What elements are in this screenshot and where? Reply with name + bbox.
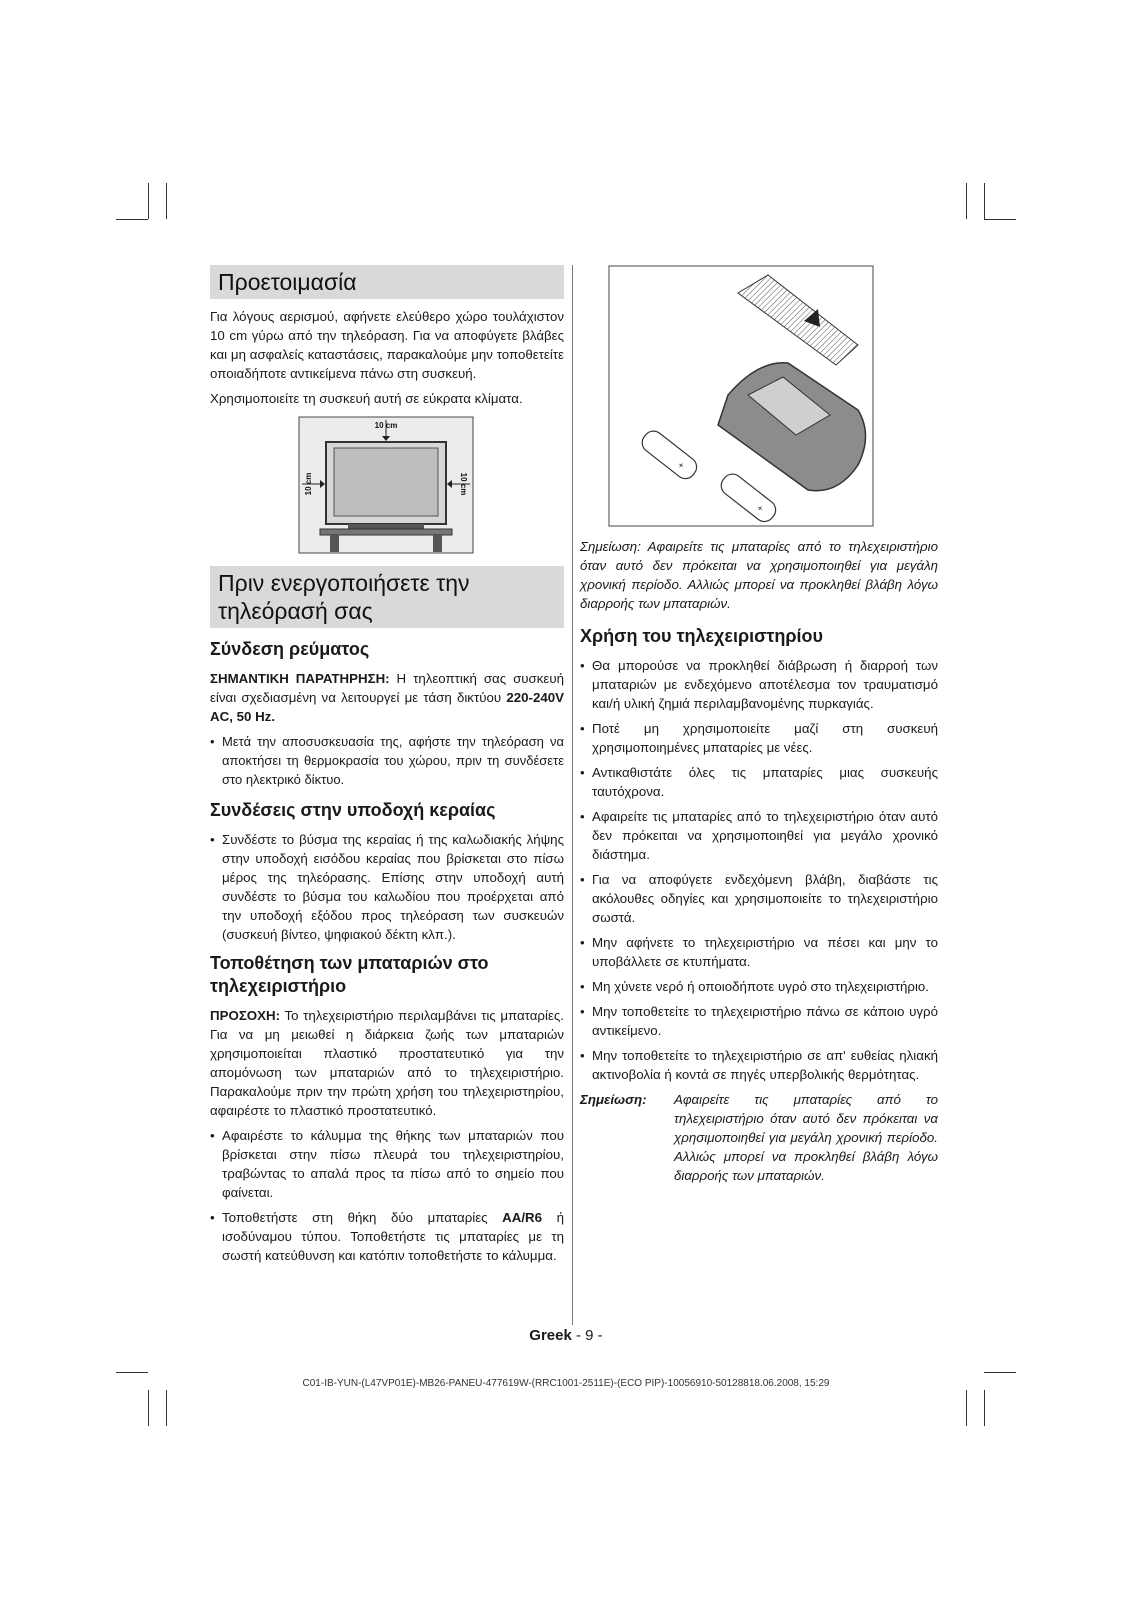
battery-insert-text-pre: Τοποθετήστε στη θήκη δύο μπαταρίες xyxy=(222,1210,503,1225)
crop-mark xyxy=(166,183,167,219)
battery-installation-heading: Τοποθέτηση των μπαταριών στο τηλεχειριστήριο xyxy=(210,953,489,996)
remote-battery-illustration xyxy=(608,265,874,527)
remote-bullet: • Μη χύνετε νερό ή οποιοδήποτε υγρό στο τηλεχειριστήριο. xyxy=(580,977,938,996)
clearance-label-top: 10 cm xyxy=(374,421,398,430)
power-bullet: • Μετά την αποσυσκευασία της, αφήστε την τηλεόραση να αποκτήσει τη θερμοκρασία του χώρου, πριν τη συνδέσετε στο ηλεκτρικό δίκτυο. xyxy=(210,732,564,789)
crop-mark xyxy=(116,219,148,220)
climate-paragraph: Χρησιμοποιείτε τη συσκευή αυτή σε εύκρατα κλίματα. xyxy=(210,391,523,406)
caution-label: ΠΡΟΣΟΧΗ: xyxy=(210,1008,281,1023)
note-label: Σημείωση: xyxy=(580,1092,647,1107)
antenna-connection-heading: Συνδέσεις στην υποδοχή κεραίας xyxy=(210,800,496,820)
important-text: Η τηλεοπτική σας συσκευή είναι σχεδιασμένη να λειτουργεί με τάση δικτύου xyxy=(210,671,564,705)
crop-mark xyxy=(984,1390,985,1426)
remote-bullet: • Μην τοποθετείτε το τηλεχειριστήριο πάνω σε κάποιο υγρό αντικείμενο. xyxy=(580,1002,938,1040)
battery-bullet-cover: • Αφαιρέστε το κάλυμμα της θήκης των μπαταριών που βρίσκεται στην πίσω πλευρά του τηλεχειριστηρίου, τραβώντας το απαλά προς τα πίσω από το σημείο που φαίνεται. xyxy=(210,1126,564,1202)
svg-text:+: + xyxy=(754,502,766,514)
tv-clearance-illustration xyxy=(298,416,474,554)
antenna-bullet: • Συνδέστε το βύσμα της κεραίας ή της καλωδιακής λήψης στην υποδοχή εισόδου κεραίας που βρίσκεται στο πίσω μέρος της τηλεόρασης. Επίσης στην υποδοχή αυτή συνδέστε το βύσμα του καλωδίου που προέρχεται από την υποδοχή εξόδου προς τηλεόραση των συσκευών (συσκευή βίντεο, ψηφιακού δέκτη κλπ.). xyxy=(210,830,564,944)
remote-bullet: • Μην τοποθετείτε το τηλεχειριστήριο σε απ' ευθείας ηλιακή ακτινοβολία ή κοντά σε πηγές υπερβολικής θερμότητας. xyxy=(580,1046,938,1084)
language-label: Greek xyxy=(529,1327,572,1344)
final-note xyxy=(580,1090,938,1185)
crop-mark xyxy=(148,1390,149,1426)
power-connection-heading: Σύνδεση ρεύματος xyxy=(210,639,370,659)
left-column xyxy=(210,265,564,1271)
column-separator xyxy=(572,265,573,1325)
remote-bullet: • Ποτέ μη χρησιμοποιείτε μαζί στη συσκευή χρησιμοποιημένες μπαταρίες με νέες. xyxy=(580,719,938,757)
remote-bullet: • Μην αφήνετε το τηλεχειριστήριο να πέσει και μην το υποβάλλετε σε κτυπήματα. xyxy=(580,933,938,971)
page-number-text: - 9 - xyxy=(571,1327,603,1344)
crop-mark xyxy=(966,1390,967,1426)
remote-bullet: • Αντικαθιστάτε όλες τις μπαταρίες μιας συσκευής ταυτόχρονα. xyxy=(580,763,938,801)
battery-bullet-insert xyxy=(210,1208,564,1265)
crop-mark xyxy=(166,1390,167,1426)
tv-clearance-figure xyxy=(298,416,474,554)
remove-batteries-note: Σημείωση: Αφαιρείτε τις μπαταρίες από το τηλεχειριστήριο όταν αυτό δεν πρόκειται να χρησιμοποιηθεί για μεγάλη χρονική περίοδο. Αλλιώς μπορεί να προκληθεί βλάβη λόγω διαρροής των μπαταριών. xyxy=(580,539,938,611)
svg-text:+: + xyxy=(675,459,687,471)
remote-bullet: • Αφαιρείτε τις μπαταρίες από το τηλεχειριστήριο όταν αυτό δεν πρόκειται να χρησιμοποιηθεί για μεγάλο χρονικό διάστημα. xyxy=(580,807,938,864)
remote-bullet: • Για να αποφύγετε ενδεχόμενη βλάβη, διαβάστε τις ακόλουθες οδηγίες και χρησιμοποιείτε το τηλεχειριστήριο σωστά. xyxy=(580,870,938,927)
page-number xyxy=(0,1327,1132,1344)
clearance-label-left: 10 cm xyxy=(304,472,313,496)
note-text: Αφαιρείτε τις μπαταρίες από το τηλεχειριστήριο όταν αυτό δεν πρόκειται να χρησιμοποιηθεί για μεγάλη χρονική περίοδο. Αλλιώς μπορεί να προκληθεί βλάβη λόγω διαρροής των μπαταριών. xyxy=(674,1092,938,1183)
battery-insert-text-post: ή ισοδύναμου τύπου. Τοποθετήστε τις μπαταρίες με τη σωστή κατεύθυνση και κατόπιν τοποθετήστε το κάλυμμα. xyxy=(222,1210,564,1263)
power-important-paragraph xyxy=(210,669,564,726)
right-column xyxy=(580,265,938,1185)
caution-text: Το τηλεχειριστήριο περιλαμβάνει τις μπαταρίες. Για να μη μειωθεί η διάρκεια ζωής των μπαταριών χρησιμοποιείται πλαστικό προστατευτικό για την απομόνωση των μπαταριών από το τηλεχειριστήριο. Παρακαλούμε πριν την πρώτη χρήση του τηλεχειριστηρίου, αφαιρέστε το πλαστικό προστατευτικό. xyxy=(210,1008,564,1118)
caution-paragraph xyxy=(210,1006,564,1120)
remote-battery-figure xyxy=(608,265,874,527)
preparation-heading: Προετοιμασία xyxy=(210,265,564,299)
crop-mark xyxy=(116,1372,148,1373)
crop-mark xyxy=(984,1372,1016,1373)
crop-mark xyxy=(984,183,985,219)
important-label: ΣΗΜΑΝΤΙΚΗ ΠΑΡΑΤΗΡΗΣΗ: xyxy=(210,671,390,686)
remote-usage-heading: Χρήση του τηλεχειριστηρίου xyxy=(580,626,824,646)
preparation-paragraph: Για λόγους αερισμού, αφήνετε ελεύθερο χώρο τουλάχιστον 10 cm γύρω από την τηλεόραση. Για να αποφύγετε βλάβες και μη ασφαλείς καταστάσεις, παρακαλούμε μην τοποθετείτε οποιαδήποτε αντικείμενα πάνω στη συσκευή. xyxy=(210,309,564,381)
document-code: C01-IB-YUN-(L47VP01E)-MB26-PANEU-477619W-(RRC1001-2511E)-(ECO PIP)-10056910-50128818.06.2008, 15:29 xyxy=(302,1378,830,1389)
crop-mark xyxy=(984,219,1016,220)
clearance-label-right: 10 cm xyxy=(459,472,468,496)
before-switching-on-heading: Πριν ενεργοποιήσετε την τηλεόρασή σας xyxy=(210,566,564,628)
battery-type: AA/R6 xyxy=(502,1210,543,1225)
remote-bullet: • Θα μπορούσε να προκληθεί διάβρωση ή διαρροή των μπαταριών με ενδεχόμενο αποτέλεσμα τον τραυματισμό και/ή υλική ζημιά περιλαμβανομένης πυρκαγιάς. xyxy=(580,656,938,713)
crop-mark xyxy=(148,183,149,219)
voltage-value: 220-240V AC, 50 Hz. xyxy=(210,690,564,724)
crop-mark xyxy=(966,183,967,219)
